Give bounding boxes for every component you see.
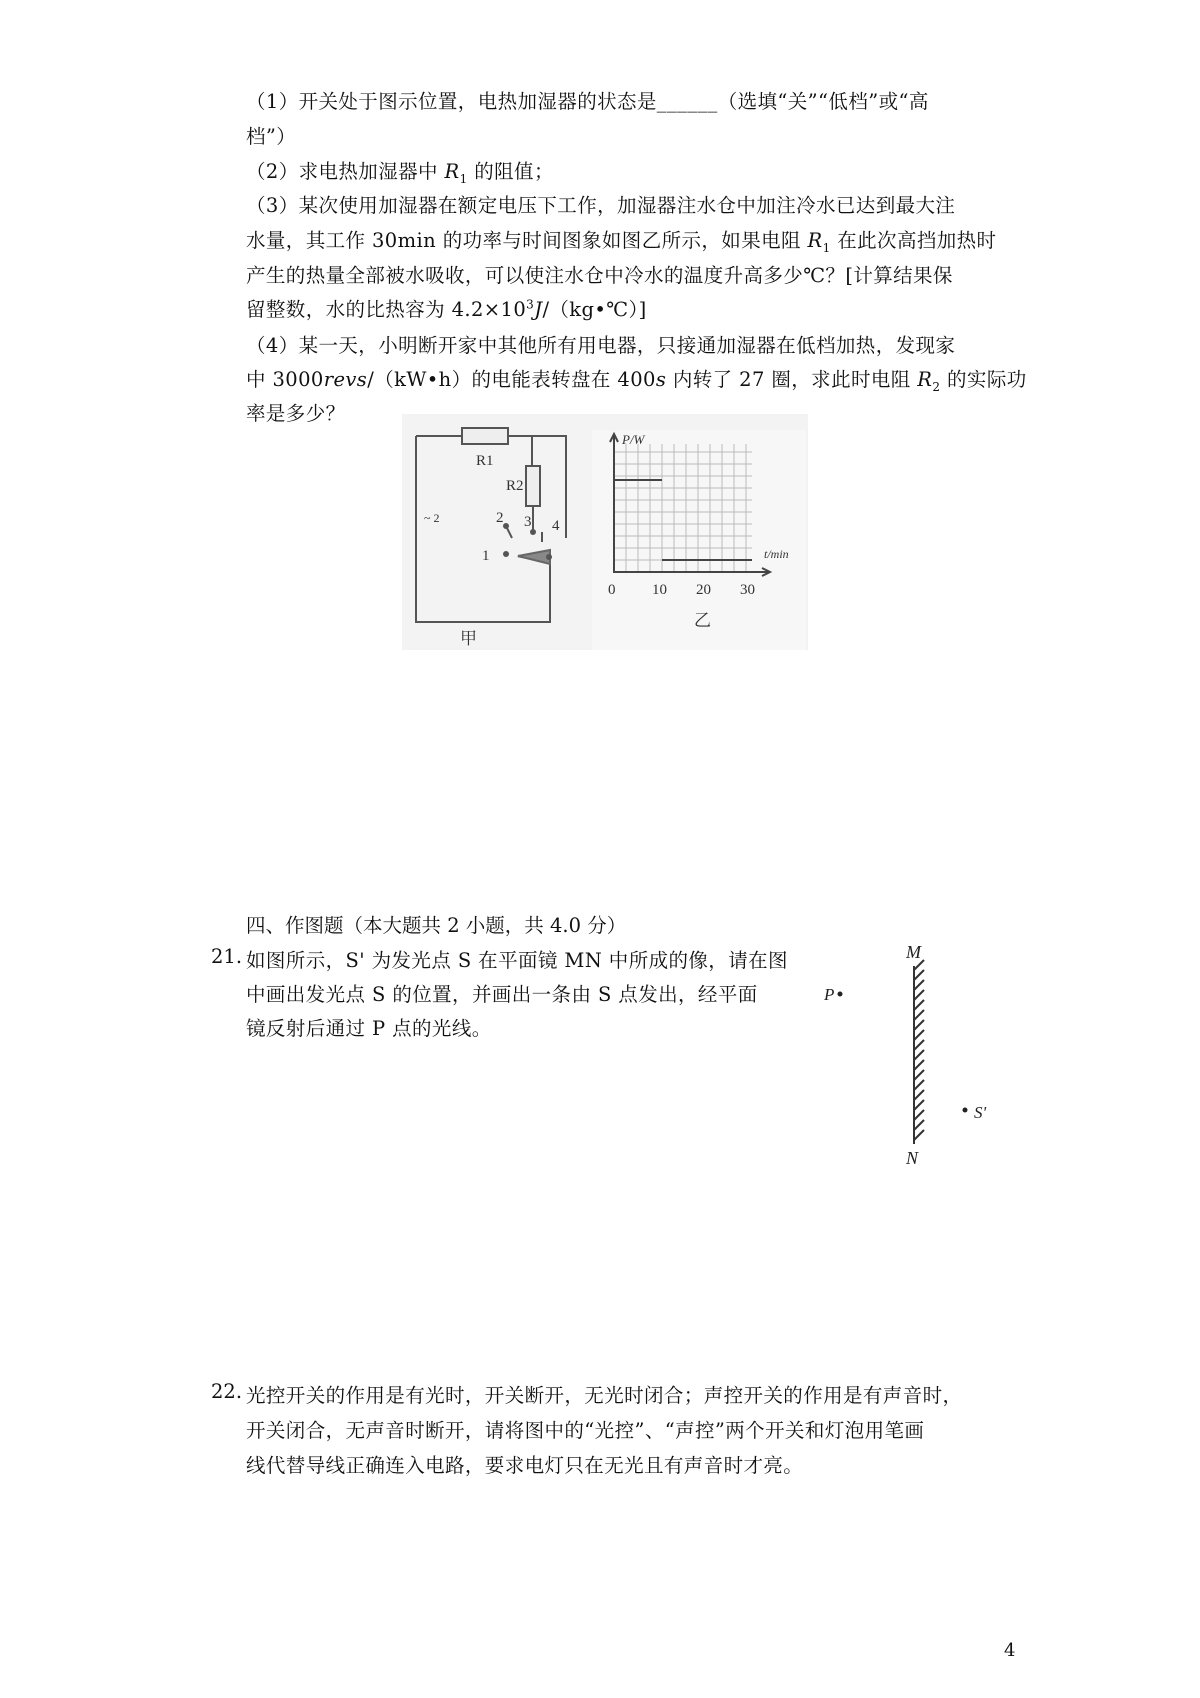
q20-part4-line3: 率是多少？ bbox=[246, 402, 346, 425]
terminal-2-label: 2 bbox=[496, 510, 504, 526]
terminal-3-label: 3 bbox=[524, 514, 532, 530]
q20-part4-line2: 中 3000revs/（kW•h）的电能表转盘在 400s 内转了 27 圈，求此时电阻 $R_2$ 的实际功 bbox=[246, 368, 1027, 394]
q20-part3-line2: 水量，其工作 30min 的功率与时间图象如图乙所示，如果电阻 $R_1$ 在此次高挡加热时 bbox=[246, 229, 997, 255]
q20-part1-line2: 档”） bbox=[246, 125, 297, 148]
q20-part4-line1: （4）某一天，小明断开家中其他所有用电器，只接通加湿器在低档加热，发现家 bbox=[246, 334, 956, 357]
section-4-heading: 四、作图题（本大题共 2 小题，共 4.0 分） bbox=[246, 914, 627, 937]
graph-x-axis-label: t/min bbox=[764, 547, 789, 561]
source-label: ~ 2 bbox=[424, 511, 440, 525]
q20-part2: （2）求电热加湿器中 $R_1$ 的阻值； bbox=[246, 160, 554, 186]
image-s-prime-label: S' bbox=[974, 1103, 987, 1122]
mirror-label-m: M bbox=[906, 942, 921, 962]
graph-tick-10: 10 bbox=[652, 582, 667, 598]
q21-line1: 如图所示，S' 为发光点 S 在平面镜 MN 中所成的像，请在图 bbox=[246, 949, 788, 972]
terminal-4-label: 4 bbox=[552, 518, 560, 534]
terminal-1-label: 1 bbox=[482, 548, 490, 564]
power-time-graph-yi bbox=[592, 430, 806, 650]
graph-tick-30: 30 bbox=[740, 582, 755, 598]
mirror-label-n: N bbox=[906, 1148, 919, 1168]
r2-label: R2 bbox=[506, 478, 524, 494]
q20-part3-line1: （3）某次使用加湿器在额定电压下工作，加湿器注水仓中加注冷水已达到最大注 bbox=[246, 194, 956, 217]
q20-part3-line4: 留整数，水的比热容为 $4.2\times 10^3J/(kg•℃)$] bbox=[246, 297, 647, 321]
figure-jia-caption: 甲 bbox=[460, 629, 477, 648]
q21-line2: 中画出发光点 S 的位置，并画出一条由 S 点发出，经平面 bbox=[246, 983, 758, 1006]
q20-part1-line1: （1）开关处于图示位置，电热加湿器的状态是______（选填“关”“低档”或“高 bbox=[246, 90, 929, 113]
plane-mirror-figure bbox=[810, 940, 1010, 1170]
graph-tick-0: 0 bbox=[608, 582, 616, 598]
q21-line3: 镜反射后通过 P 点的光线。 bbox=[246, 1017, 492, 1040]
page-number: 4 bbox=[1004, 1640, 1016, 1661]
graph-y-axis-label: P/W bbox=[622, 432, 645, 447]
q22-line2: 开关闭合，无声音时断开，请将图中的“光控”、“声控”两个开关和灯泡用笔画 bbox=[246, 1419, 925, 1442]
q22-line3: 线代替导线正确连入电路，要求电灯只在无光且有声音时才亮。 bbox=[246, 1454, 804, 1477]
q22-number: 22. bbox=[211, 1380, 243, 1403]
graph-tick-20: 20 bbox=[696, 582, 711, 598]
q21-number: 21. bbox=[211, 945, 243, 968]
figure-yi-caption: 乙 bbox=[694, 611, 711, 630]
r1-label: R1 bbox=[476, 453, 494, 469]
q22-line1: 光控开关的作用是有光时，开关断开，无光时闭合；声控开关的作用是有声音时， bbox=[246, 1384, 963, 1407]
point-p-label: P bbox=[824, 985, 835, 1004]
q20-part3-line3: 产生的热量全部被水吸收，可以使注水仓中冷水的温度升高多少℃？[计算结果保 bbox=[246, 264, 953, 287]
